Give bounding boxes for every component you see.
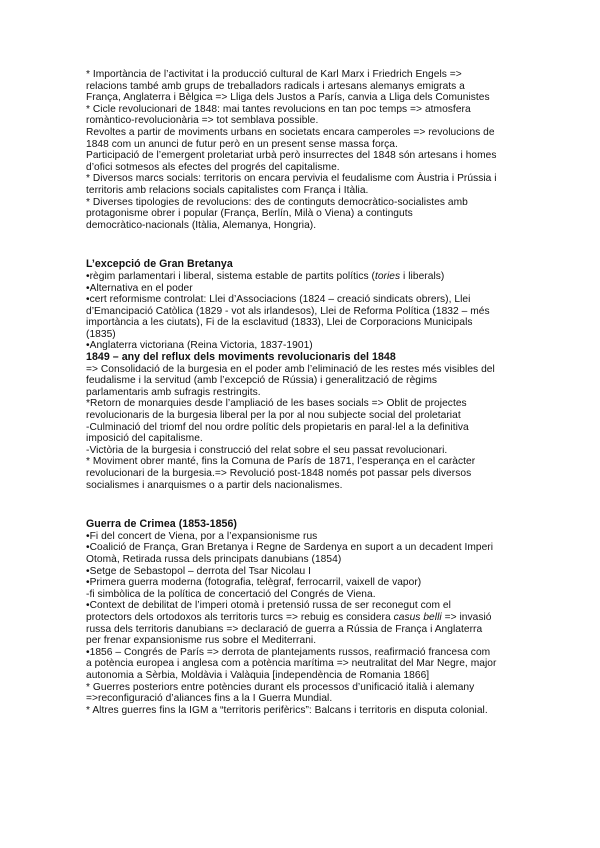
paragraph-line: Revoltes a partir de moviments urbans en societats encara camperoles => revolucions de <box>86 126 495 138</box>
paragraph-line: •1856 – Congrés de París => derrota de plantejaments russos, reafirmació francesa com <box>86 646 491 658</box>
paragraph-line <box>86 271 540 283</box>
paragraph-line: •Fi del concert de Viena, por a l’expansionisme rus <box>86 530 318 542</box>
paragraph-line: protagonisme obrer i popular (França, Berlín, Milà o Viena) a continguts <box>86 208 413 220</box>
paragraph-line: Otomà, Retirada russa dels principats danubians (1854) <box>86 553 342 565</box>
paragraph-line: a potència europea i anglesa com a potència marítima => neutralitat del Mar Negre, major <box>86 658 497 670</box>
paragraph-line: importància a les ciutats), Fi de la esclavitud (1833), Llei de Corporacions Municipals <box>86 317 473 329</box>
paragraph-line: d’ofici sotmesos als efectes del progrés del capitalisme. <box>86 161 340 173</box>
paragraph-line: •Anglaterra victoriana (Reina Victoria, 1837-1901) <box>86 340 313 352</box>
paragraph-line: feudalisme i la servitud (amb l’excepció de Rússia) i generalització de règims <box>86 375 437 387</box>
section-gap <box>86 231 540 259</box>
text-span: i liberals) <box>400 270 445 282</box>
section-title-great-britain: L’excepció de Gran Bretanya <box>86 258 233 271</box>
section-gap <box>86 491 540 519</box>
paragraph-line: * Altres guerres fins la IGM a “territoris perifèrics”: Balcans i territoris en disputa colonial. <box>86 704 488 716</box>
paragraph-line: russa dels territoris danubians => declaració de guerra a Rússia de França i Anglaterra <box>86 623 483 635</box>
paragraph-line: -fi simbòlica de la política de concertació del Congrés de Viena. <box>86 588 376 600</box>
paragraph-line: -Culminació del triomf del nou ordre polític dels propietaris en paral·lel a la definitiva <box>86 421 469 433</box>
paragraph-line: revolucionari de la burgesia.=> Revolució post-1848 només pot passar pels diversos <box>86 468 472 479</box>
paragraph-line: parlamentaris amb sufragis restringits. <box>86 386 261 398</box>
paragraph-line: revolucionaris de la burgesia liberal per la por al nou subjecte social del proletariat <box>86 410 461 422</box>
paragraph-line: * Importància de l’activitat i la producció cultural de Karl Marx i Friedrich Engels => <box>86 69 462 80</box>
text-span: protectors dels ortodoxos als territoris turcs => rebuig es considera <box>86 611 394 623</box>
section-1848-revolutions <box>86 69 540 231</box>
paragraph-line: democràtico-nacionals (Itàlia, Alemanya, Hongria). <box>86 219 317 231</box>
paragraph-line: => Consolidació de la burgesia en el poder amb l’eliminació de les restes més visibles del <box>86 363 495 375</box>
paragraph-line: •cert reformisme controlat: Llei d’Associacions (1824 – creació sindicats obrers), Llei <box>86 294 471 306</box>
paragraph-line: d’Emancipació Catòlica (1829 - vot als irlandesos), Llei de Reforma Política (1832 – més <box>86 305 490 317</box>
paragraph-line: •Context de debilitat de l’imperi otomà i pretensió russa de ser reconegut com el <box>86 600 451 612</box>
paragraph-line <box>86 612 540 624</box>
paragraph-line: * Moviment obrer manté, fins la Comuna de París de 1871, l’esperança en el caràcter <box>86 456 476 468</box>
paragraph-line: *Retorn de monarquies desde l’ampliació de les bases socials => Oblit de projectes <box>86 398 467 410</box>
paragraph-line: relacions també amb grups de treballadors radicals i artesans alemanys emigrats a <box>86 80 465 92</box>
paragraph-line: * Diverses tipologies de revolucions: des de continguts democràtico-socialistes amb <box>86 196 468 208</box>
paragraph-line: •Coalició de França, Gran Bretanya i Regne de Sardenya en suport a un decadent Imperi <box>86 542 494 554</box>
paragraph-line: França, Anglaterra i Bèlgica => Lliga dels Justos a París, canvia a Lliga dels Comunistes <box>86 92 490 104</box>
section-crimean-war <box>86 519 540 716</box>
paragraph-line: •Setge de Sebastopol – derrota del Tsar Nicolau I <box>86 565 311 577</box>
paragraph-line: •Alternativa en el poder <box>86 282 193 294</box>
paragraph-line: -Victòria de la burgesia i construcció del relat sobre el seu passat revolucionari. <box>86 444 448 456</box>
paragraph-line: Participació de l’emergent proletariat urbà però insurrectes del 1848 són artesans i homes <box>86 150 497 162</box>
paragraph-line: socialismes i anarquismes o a partir dels nacionalismes. <box>86 479 343 491</box>
paragraph-line: * Cicle revolucionari de 1848: mai tantes revolucions en tan poc temps => atmosfera <box>86 103 471 115</box>
section-great-britain <box>86 259 540 491</box>
paragraph-line: per frenar expansionisme rus sobre el Mediterrani. <box>86 635 317 647</box>
paragraph-line: •Primera guerra moderna (fotografia, telègraf, ferrocarril, vaixell de vapor) <box>86 577 422 589</box>
text-span: •règim parlamentari i liberal, sistema estable de partits polítics ( <box>86 270 375 282</box>
paragraph-line: * Diversos marcs socials: territoris on encara pervivia el feudalisme com Àustria i Prússia i <box>86 173 497 185</box>
paragraph-line: 1848 com un anunci de futur però en un present sense massa força. <box>86 138 398 150</box>
section-title-crimean-war: Guerra de Crimea (1853-1856) <box>86 518 237 531</box>
paragraph-line: (1835) <box>86 328 116 340</box>
italic-term: casus belli <box>393 611 442 623</box>
paragraph-line: =>reconfiguració d’aliances fins a la I Guerra Mundial. <box>86 693 333 705</box>
italic-term: tories <box>374 270 401 282</box>
paragraph-line: * Guerres posteriors entre potències durant els processos d’unificació italià i alemany <box>86 681 475 693</box>
paragraph-line: imposició del capitalisme. <box>86 433 203 445</box>
paragraph-line: territoris amb relacions socials capitalistes com França i Itàlia. <box>86 184 369 196</box>
text-span: => invasió <box>441 611 492 623</box>
paragraph-line: autonomia a Sèrbia, Moldàvia i Valàquia [independència de Romania 1866] <box>86 669 430 681</box>
paragraph-line: romàntico-revolucionària => tot semblava possible. <box>86 115 319 127</box>
subheading-1849: 1849 – any del reflux dels moviments revolucionaris del 1848 <box>86 351 396 364</box>
